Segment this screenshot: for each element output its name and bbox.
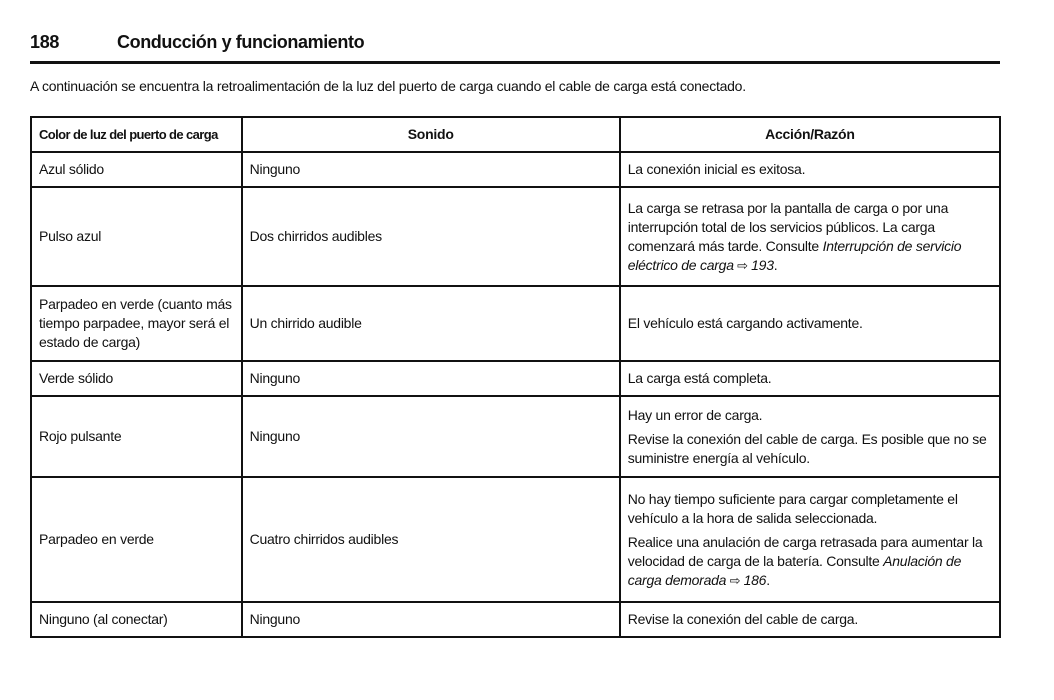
sound-cell: Un chirrido audible xyxy=(242,286,620,361)
action-paragraph xyxy=(628,160,992,179)
action-text-end: . xyxy=(766,571,770,588)
action-cell xyxy=(620,361,1000,396)
action-text-end: . xyxy=(773,256,778,273)
action-cell xyxy=(620,187,1000,286)
intro-text: A continuación se encuentra la retroalimentación de la luz del puerto de carga cuando el cable de carga está conectado. xyxy=(30,78,746,94)
light-color-cell: Azul sólido xyxy=(31,152,242,187)
header-sound: Sonido xyxy=(242,117,620,152)
page-reference[interactable]: 193 xyxy=(751,256,774,273)
table-row xyxy=(31,187,1000,286)
section-title: Conducción y funcionamiento xyxy=(117,32,365,52)
page-reference[interactable]: 186 xyxy=(743,571,767,588)
action-cell xyxy=(620,477,1000,602)
sound-cell: Ninguno xyxy=(242,396,620,477)
cross-reference-link[interactable]: Interrupción de servicio eléctrico de carga xyxy=(627,237,962,273)
action-text: No hay tiempo suficiente para cargar completamente el vehículo a la hora de salida seleccionada. xyxy=(627,490,958,526)
page-header xyxy=(30,30,1000,64)
table-row xyxy=(31,477,1000,602)
action-cell xyxy=(620,286,1000,361)
action-text: Realice una anulación de carga retrasada para aumentar la velocidad de carga de la batería. Consulte xyxy=(627,533,983,569)
action-text: Revise la conexión del cable de carga. xyxy=(627,611,858,627)
action-text: El vehículo está cargando activamente. xyxy=(627,315,863,331)
action-paragraph xyxy=(628,610,992,629)
header-action: Acción/Razón xyxy=(620,117,1000,152)
action-text: Revise la conexión del cable de carga. Es posible que no se suministre energía al vehículo. xyxy=(627,430,987,466)
sound-cell: Dos chirridos audibles xyxy=(242,187,620,286)
header-color: Color de luz del puerto de carga xyxy=(31,117,242,152)
table-row xyxy=(31,396,1000,477)
cross-reference-link[interactable]: Anulación de carga demorada xyxy=(627,552,962,588)
action-text: Hay un error de carga. xyxy=(627,406,763,423)
sound-cell: Ninguno xyxy=(242,152,620,187)
action-paragraph xyxy=(628,369,992,388)
action-cell xyxy=(620,152,1000,187)
action-paragraph xyxy=(628,199,992,275)
light-color-cell: Parpadeo en verde (cuanto más tiempo parpadee, mayor será el estado de carga) xyxy=(31,286,242,361)
page-reference-arrow-icon: ⇨ xyxy=(726,572,744,588)
table-row xyxy=(31,286,1000,361)
sound-cell: Ninguno xyxy=(242,602,620,637)
light-color-cell: Ninguno (al conectar) xyxy=(31,602,242,637)
page-reference-arrow-icon: ⇨ xyxy=(733,257,752,273)
action-text: La carga se retrasa por la pantalla de carga o por una interrupción total de los servicios públicos. La carga comenzará más tarde. Consulte xyxy=(627,199,949,254)
action-text: La conexión inicial es exitosa. xyxy=(627,161,806,177)
light-color-cell: Verde sólido xyxy=(31,361,242,396)
table-row xyxy=(31,602,1000,637)
table-row xyxy=(31,361,1000,396)
action-paragraph xyxy=(628,533,992,590)
page-number: 188 xyxy=(30,32,60,52)
action-paragraph xyxy=(628,406,992,425)
action-cell xyxy=(620,396,1000,477)
action-cell xyxy=(620,602,1000,637)
table-header-row xyxy=(31,117,1000,152)
light-color-cell: Parpadeo en verde xyxy=(31,477,242,602)
action-paragraph xyxy=(628,490,992,528)
sound-cell: Ninguno xyxy=(242,361,620,396)
action-paragraph xyxy=(628,314,992,333)
charge-port-light-table xyxy=(30,116,1001,638)
light-color-cell: Rojo pulsante xyxy=(31,396,242,477)
sound-cell: Cuatro chirridos audibles xyxy=(242,477,620,602)
light-color-cell: Pulso azul xyxy=(31,187,242,286)
action-paragraph xyxy=(628,430,992,468)
action-text: La carga está completa. xyxy=(627,370,772,386)
table-row xyxy=(31,152,1000,187)
